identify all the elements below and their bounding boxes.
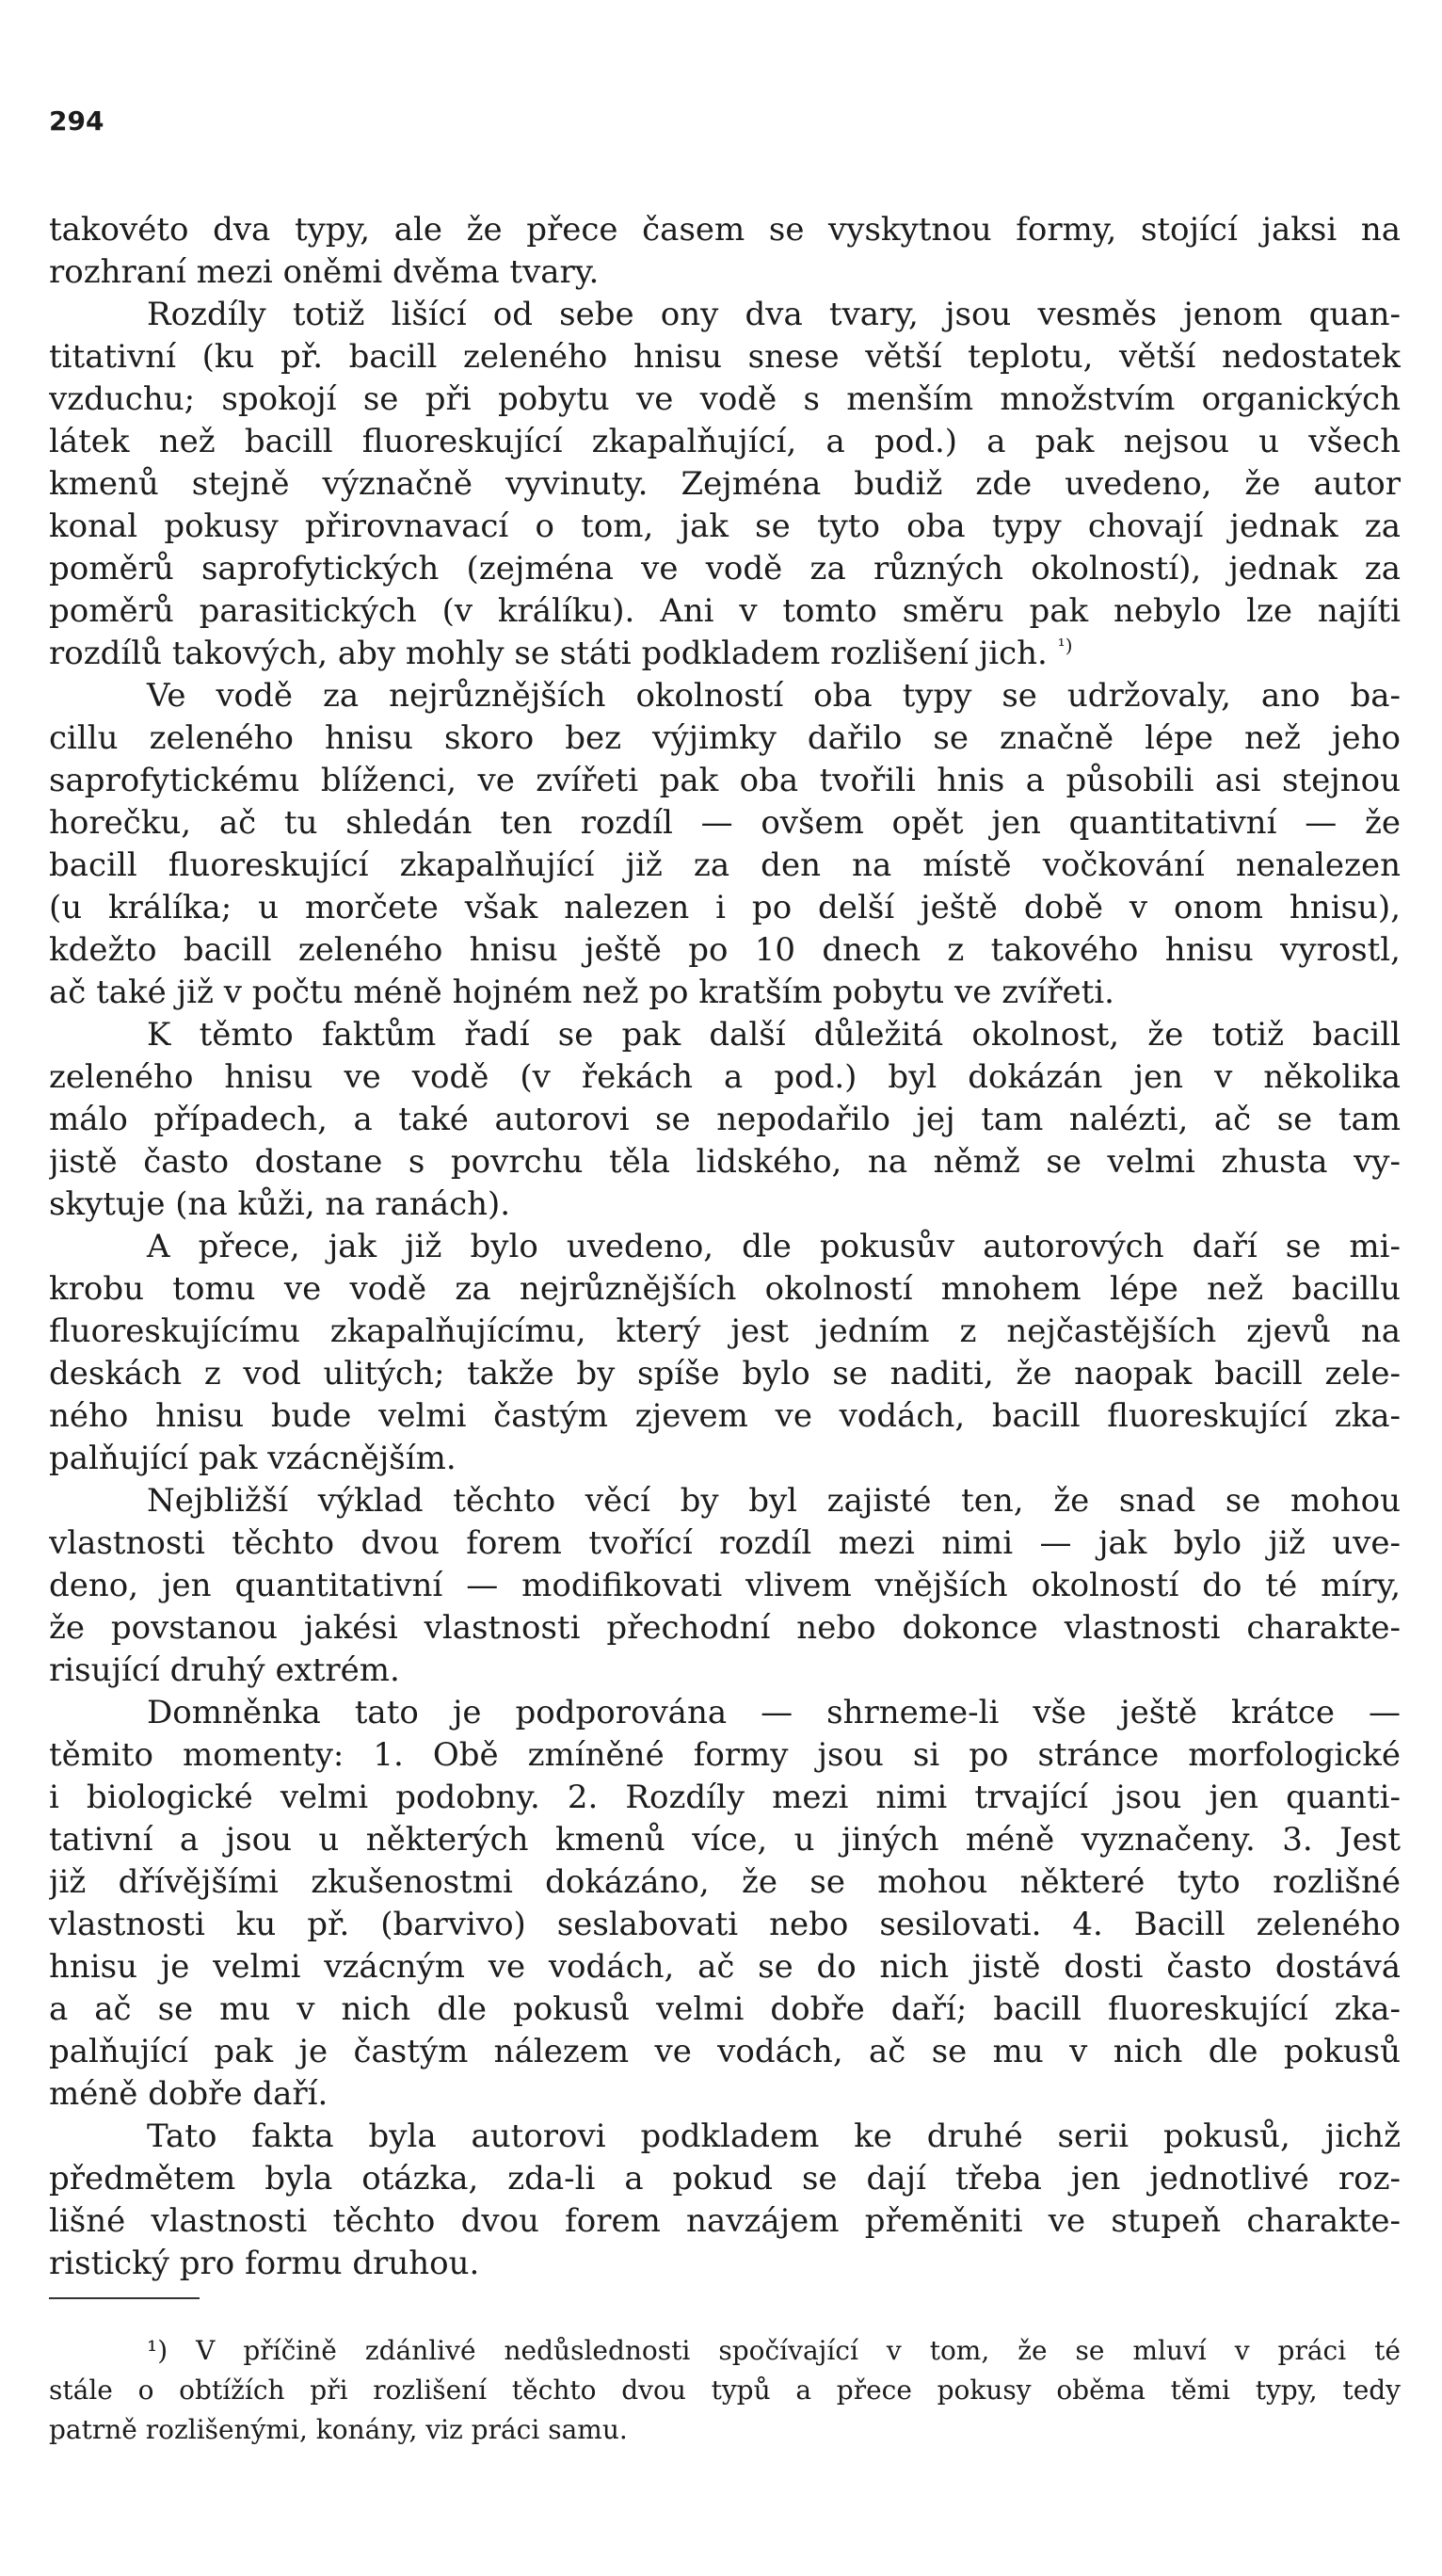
text-line: zeleného hnisu ve vodě (v řekách a pod.) byl dokázán jen v několika [49, 1058, 1401, 1096]
text-line: hnisu je velmi vzácným ve vodách, ač se do nich jistě dosti často dostává [49, 1948, 1401, 1986]
text-line: málo případech, a také autorovi se nepodařilo jej tam nalézti, ač se tam [49, 1101, 1401, 1138]
text-line: takovéto dva typy, ale že přece časem se vyskytnou formy, stojící jaksi na [49, 211, 1401, 249]
text-line: těmito momenty: 1. Obě zmíněné formy jsou si po stránce morfologické [49, 1736, 1401, 1774]
text-line: skytuje (na kůži, na ranách). [49, 1185, 511, 1223]
text-line: saprofytickému blíženci, ve zvířeti pak oba tvořili hnis a působili asi stejnou [49, 762, 1401, 799]
text-line: ač také již v počtu méně hojném než po kratším pobytu ve zvířeti. [49, 974, 1114, 1011]
text-line: vzduchu; spokojí se při pobytu ve vodě s menším množstvím organických [49, 380, 1401, 418]
footnote-line: stále o obtížích při rozlišení těchto dvou typů a přece pokusy oběma těmi typy, tedy [49, 2375, 1401, 2406]
text-line: deno, jen quantitativní — modifikovati vlivem vnějších okolností do té míry, [49, 1567, 1401, 1604]
text-line: fluoreskujícímu zkapalňujícímu, který jest jedním z nejčastějších zjevů na [49, 1312, 1401, 1350]
text-line: Ve vodě za nejrůznějších okolností oba typy se udržovaly, ano ba- [147, 677, 1401, 715]
text-line: kdežto bacill zeleného hnisu ještě po 10 dnech z takového hnisu vyrostl, [49, 931, 1401, 969]
footnote-line [49, 2331, 1401, 2371]
text-line [49, 633, 1401, 675]
text-line: kmenů stejně význačně vyvinuty. Zejména budiž zde uvedeno, že autor [49, 465, 1401, 503]
text-line: K těmto faktům řadí se pak další důležitá okolnost, že totiž bacill [147, 1016, 1401, 1054]
text-line: látek než bacill fluoreskující zkapalňující, a pod.) a pak nejsou u všech [49, 423, 1401, 460]
text-line: a ač se mu v nich dle pokusů velmi dobře daří; bacill fluoreskující zka- [49, 1990, 1401, 2028]
footnote-text: V příčině zdánlivé nedůslednosti spočívající v tom, že se mluví v práci té [196, 2335, 1401, 2366]
text-line: risující druhý extrém. [49, 1651, 400, 1689]
footnote-reference: ¹) [1057, 634, 1073, 657]
text-line: předmětem byla otázka, zda-li a pokud se dají třeba jen jednotlivé roz- [49, 2160, 1401, 2198]
text-line: cillu zeleného hnisu skoro bez výjimky dařilo se značně lépe než jeho [49, 719, 1401, 757]
footnote [49, 2331, 1401, 2450]
text-line: Tato fakta byla autorovi podkladem ke druhé serii pokusů, jichž [147, 2117, 1401, 2155]
text-line: konal pokusy přirovnavací o tom, jak se tyto oba typy chovají jednak za [49, 507, 1401, 545]
text-line: krobu tomu ve vodě za nejrůznějších okolností mnohem lépe než bacillu [49, 1270, 1401, 1308]
text-line: i biologické velmi podobny. 2. Rozdíly mezi nimi trvající jsou jen quanti- [49, 1779, 1401, 1816]
footnote-marker: ¹) [147, 2335, 168, 2366]
text-line: ristický pro formu druhou. [49, 2245, 480, 2282]
text-line: palňující pak je častým nálezem ve vodách, ač se mu v nich dle pokusů [49, 2033, 1401, 2070]
text-line: jistě často dostane s povrchu těla lidského, na němž se velmi zhusta vy- [49, 1143, 1401, 1181]
text-line: méně dobře daří. [49, 2075, 328, 2113]
body-text [49, 209, 1401, 2285]
text-line: horečku, ač tu shledán ten rozdíl — ovšem opět jen quantitativní — že [49, 804, 1401, 842]
text-line: Domněnka tato je podporována — shrneme-li vše ještě krátce — [147, 1694, 1401, 1731]
text-line: A přece, jak již bylo uvedeno, dle pokusův autorových daří se mi- [147, 1228, 1401, 1265]
footnote-line: patrně rozlišenými, konány, viz práci samu. [49, 2414, 628, 2445]
text-line: již dřívějšími zkušenostmi dokázáno, že se mohou některé tyto rozlišné [49, 1863, 1401, 1901]
text-line: rozhraní mezi oněmi dvěma tvary. [49, 253, 600, 291]
text-line: poměrů parasitických (v králíku). Ani v tomto směru pak nebylo lze najíti [49, 592, 1401, 630]
footnote-divider [49, 2297, 200, 2299]
text-line: poměrů saprofytických (zejména ve vodě za různých okolností), jednak za [49, 550, 1401, 588]
text-line: palňující pak vzácnějším. [49, 1440, 457, 1477]
text-line: bacill fluoreskující zkapalňující již za den na místě vočkování nenalezen [49, 846, 1401, 884]
text-line: Nejbližší výklad těchto věcí by byl zajisté ten, že snad se mohou [147, 1482, 1401, 1520]
text-line: že povstanou jakési vlastnosti přechodní nebo dokonce vlastnosti charakte- [49, 1609, 1401, 1647]
text-line-content: rozdílů takových, aby mohly se státi podkladem rozlišení jich. [49, 635, 1048, 672]
text-line: tativní a jsou u některých kmenů více, u jiných méně vyznačeny. 3. Jest [49, 1821, 1401, 1859]
text-line: Rozdíly totiž lišící od sebe ony dva tvary, jsou vesměs jenom quan- [147, 296, 1401, 333]
text-line: titativní (ku př. bacill zeleného hnisu snese větší teplotu, větší nedostatek [49, 338, 1401, 376]
page-number: 294 [49, 105, 104, 137]
text-line: vlastnosti těchto dvou forem tvořící rozdíl mezi nimi — jak bylo již uve- [49, 1524, 1401, 1562]
text-line: vlastnosti ku př. (barvivo) seslabovati nebo sesilovati. 4. Bacill zeleného [49, 1906, 1401, 1943]
text-line: ného hnisu bude velmi častým zjevem ve vodách, bacill fluoreskující zka- [49, 1397, 1401, 1435]
text-line: deskách z vod ulitých; takže by spíše bylo se naditi, že naopak bacill zele- [49, 1355, 1401, 1393]
text-line: lišné vlastnosti těchto dvou forem navzájem přeměniti ve stupeň charakte- [49, 2202, 1401, 2240]
text-line: (u králíka; u morčete však nalezen i po delší ještě době v onom hnisu), [49, 889, 1401, 926]
